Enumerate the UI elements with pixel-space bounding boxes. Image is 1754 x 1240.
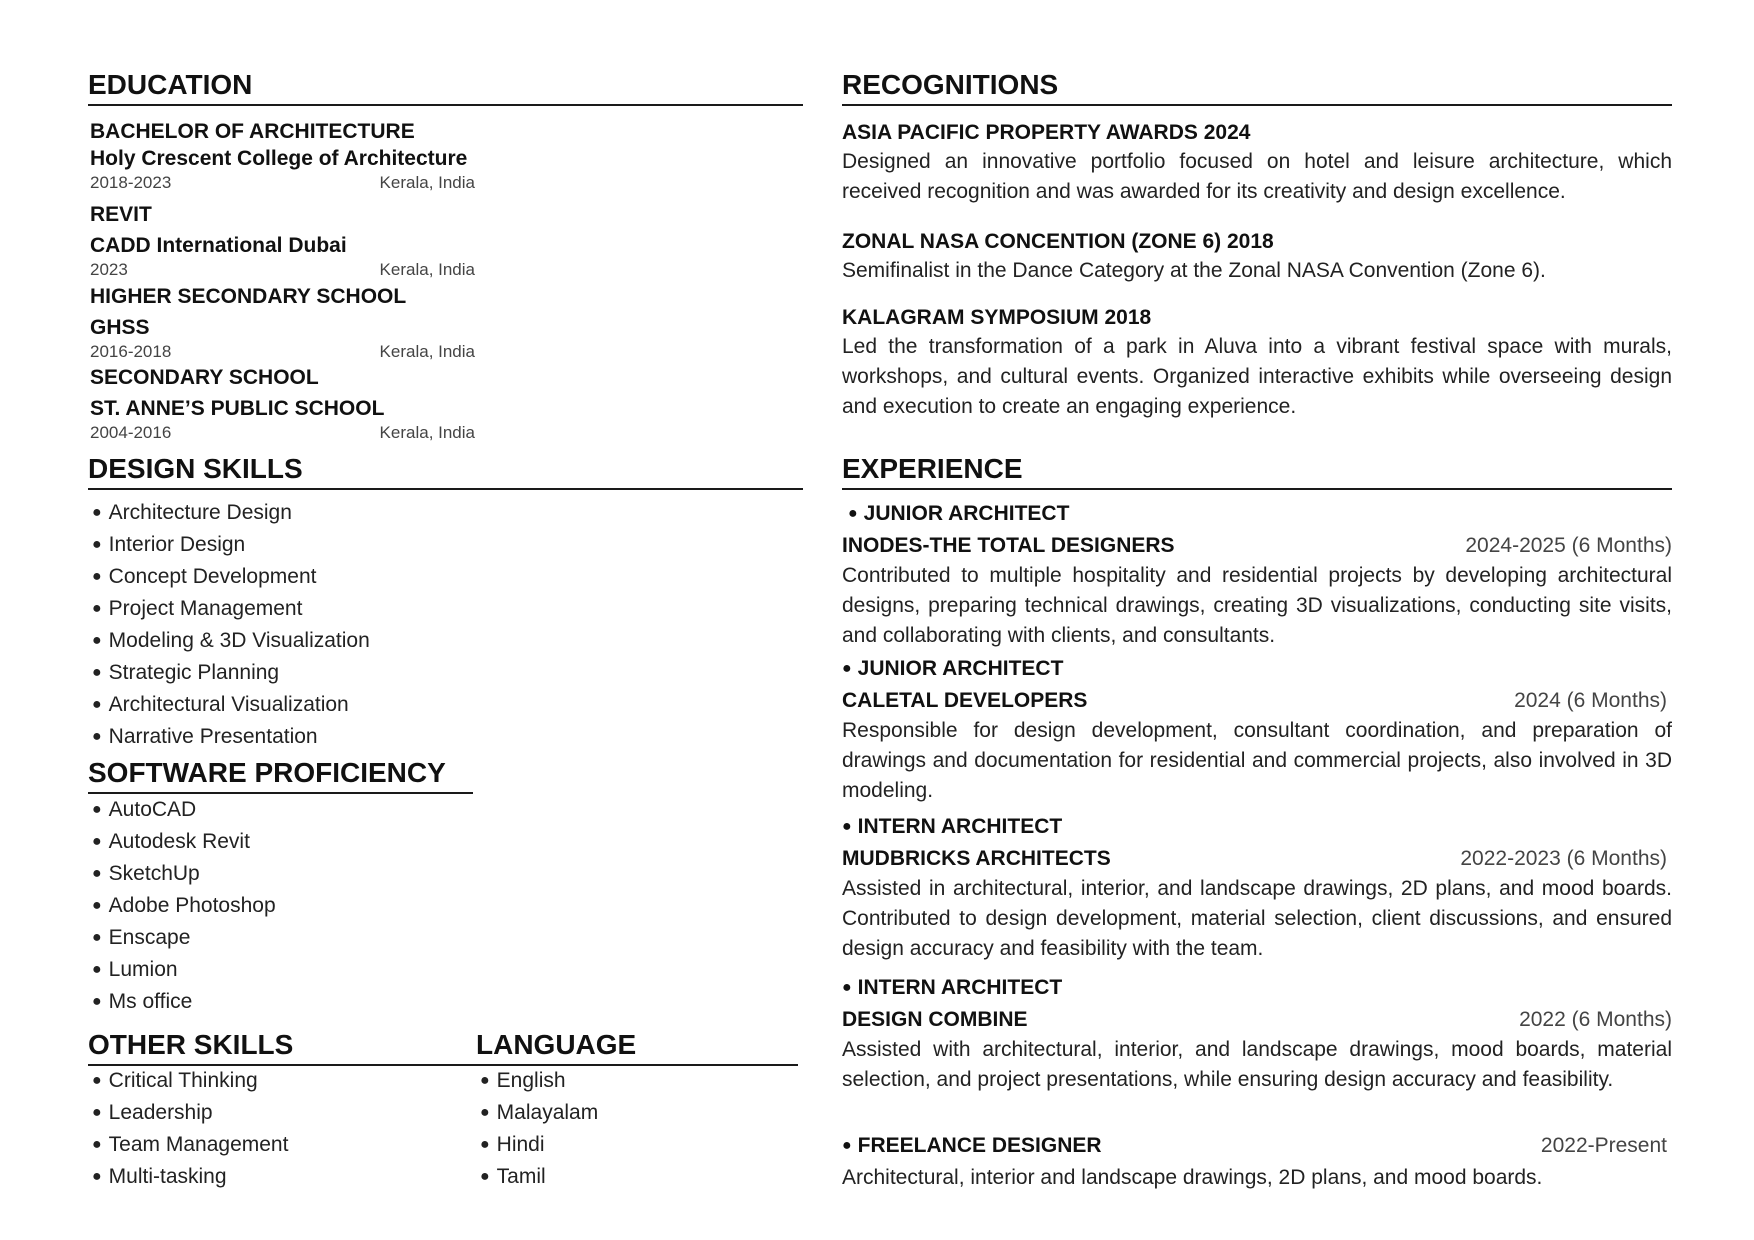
experience-item	[842, 812, 1672, 964]
list-item: ● Architecture Design	[92, 498, 370, 530]
education-location: Kerala, India	[379, 423, 475, 442]
education-degree: SECONDARY SCHOOL	[90, 366, 319, 389]
experience-company: CALETAL DEVELOPERS	[842, 689, 1088, 712]
experience-item	[842, 973, 1672, 1095]
experience-company: INODES-THE TOTAL DESIGNERS	[842, 534, 1175, 557]
experience-company: MUDBRICKS ARCHITECTS	[842, 847, 1111, 870]
education-entry	[90, 365, 475, 444]
list-item: ● Narrative Presentation	[92, 722, 370, 754]
education-years: 2004-2016	[90, 423, 172, 442]
experience-company: DESIGN COMBINE	[842, 1008, 1028, 1031]
education-meta	[90, 172, 475, 194]
education-school: Holy Crescent College of Architecture	[90, 147, 468, 170]
experience-desc: Contributed to multiple hospitality and residential projects by developing architectural designs, preparing technical drawings, creating 3D visualizations, conducting site visits, and collaborating with clients, and consultants.	[842, 564, 1672, 647]
design-skills-rule	[88, 488, 803, 490]
list-item: ● SketchUp	[92, 859, 276, 891]
recognitions-rule	[842, 104, 1672, 106]
education-entry	[90, 284, 475, 363]
education-location: Kerala, India	[379, 173, 475, 192]
software-rule	[88, 792, 473, 794]
experience-item	[842, 1131, 1672, 1193]
language-heading: LANGUAGE	[476, 1029, 637, 1060]
recognition-item	[842, 119, 1672, 207]
experience-period: 2022-2023 (6 Months)	[1460, 847, 1667, 870]
experience-role: ● INTERN ARCHITECT	[842, 973, 1672, 1005]
list-item: ● English	[480, 1066, 598, 1098]
list-item: ● Team Management	[92, 1130, 288, 1162]
education-location: Kerala, India	[379, 260, 475, 279]
language-list	[480, 1066, 598, 1194]
list-item: ● Critical Thinking	[92, 1066, 288, 1098]
recognition-item	[842, 228, 1672, 286]
education-heading: EDUCATION	[88, 69, 253, 100]
education-rule	[88, 104, 803, 106]
design-skills-list	[92, 498, 370, 754]
recognition-desc: Designed an innovative portfolio focused on hotel and leisure architecture, which received recognition and was awarded for its creativity and design excellence.	[842, 150, 1672, 203]
recognition-title: ASIA PACIFIC PROPERTY AWARDS 2024	[842, 121, 1251, 144]
experience-item	[842, 499, 1672, 651]
education-school: GHSS	[90, 316, 150, 339]
list-item: ● Malayalam	[480, 1098, 598, 1130]
list-item: ● Architectural Visualization	[92, 690, 370, 722]
experience-period: 2022-Present	[1540, 1134, 1667, 1157]
experience-header-row	[842, 844, 1672, 874]
experience-role: ● FREELANCE DESIGNER	[842, 1131, 1102, 1163]
education-degree: REVIT	[90, 203, 152, 226]
education-meta	[90, 422, 475, 444]
education-entry	[90, 202, 475, 281]
education-school: ST. ANNE’S PUBLIC SCHOOL	[90, 397, 385, 420]
education-years: 2016-2018	[90, 342, 172, 361]
list-item: ● Strategic Planning	[92, 658, 370, 690]
recognition-title: ZONAL NASA CONCENTION (ZONE 6) 2018	[842, 230, 1274, 253]
software-heading: SOFTWARE PROFICIENCY	[88, 757, 446, 788]
list-item: ● Ms office	[92, 987, 276, 1019]
experience-role: ● JUNIOR ARCHITECT	[842, 499, 1672, 531]
experience-period: 2022 (6 Months)	[1519, 1008, 1672, 1031]
design-skills-heading: DESIGN SKILLS	[88, 453, 303, 484]
education-degree: BACHELOR OF ARCHITECTURE	[90, 120, 415, 143]
education-years: 2018-2023	[90, 173, 172, 192]
list-item: ● Hindi	[480, 1130, 598, 1162]
education-location: Kerala, India	[379, 342, 475, 361]
recognition-title: KALAGRAM SYMPOSIUM 2018	[842, 306, 1152, 329]
list-item: ● Project Management	[92, 594, 370, 626]
recognition-desc: Led the transformation of a park in Aluva into a vibrant festival space with murals, workshops, and cultural events. Organized interactive exhibits while overseeing design and execution to create an engaging experience.	[842, 335, 1672, 418]
experience-desc: Assisted with architectural, interior, and landscape drawings, mood boards, material selection, and project presentations, while ensuring design accuracy and feasibility.	[842, 1038, 1672, 1091]
list-item: ● Enscape	[92, 923, 276, 955]
experience-header-row	[842, 531, 1672, 561]
experience-role: ● INTERN ARCHITECT	[842, 812, 1672, 844]
experience-role: ● JUNIOR ARCHITECT	[842, 654, 1672, 686]
recognition-item	[842, 304, 1672, 422]
experience-period: 2024-2025 (6 Months)	[1465, 534, 1672, 557]
education-meta	[90, 341, 475, 363]
education-degree: HIGHER SECONDARY SCHOOL	[90, 285, 407, 308]
experience-header-row	[842, 1005, 1672, 1035]
experience-desc: Architectural, interior and landscape drawings, 2D plans, and mood boards.	[842, 1166, 1543, 1189]
other-skills-heading: OTHER SKILLS	[88, 1029, 294, 1060]
other-skills-list	[92, 1066, 288, 1194]
list-item: ● Leadership	[92, 1098, 288, 1130]
recognition-desc: Semifinalist in the Dance Category at the Zonal NASA Convention (Zone 6).	[842, 259, 1546, 282]
list-item: ● Autodesk Revit	[92, 827, 276, 859]
list-item: ● Interior Design	[92, 530, 370, 562]
experience-rule	[842, 488, 1672, 490]
education-meta	[90, 259, 475, 281]
list-item: ● Modeling & 3D Visualization	[92, 626, 370, 658]
list-item: ● Adobe Photoshop	[92, 891, 276, 923]
education-years: 2023	[90, 260, 128, 279]
list-item: ● Multi-tasking	[92, 1162, 288, 1194]
recognitions-heading: RECOGNITIONS	[842, 69, 1059, 100]
list-item: ● Concept Development	[92, 562, 370, 594]
education-entry	[90, 119, 475, 194]
experience-item	[842, 654, 1672, 806]
list-item: ● Lumion	[92, 955, 276, 987]
experience-desc: Assisted in architectural, interior, and landscape drawings, 2D plans, and mood boards. Contributed to design development, material selection, client discussions, and ensured design accuracy and feasibility with the team.	[842, 877, 1672, 960]
experience-desc: Responsible for design development, consultant coordination, and preparation of drawings and documentation for residential and commercial projects, also involved in 3D modeling.	[842, 719, 1672, 802]
education-school: CADD International Dubai	[90, 234, 347, 257]
list-item: ● AutoCAD	[92, 795, 276, 827]
experience-period: 2024 (6 Months)	[1514, 689, 1667, 712]
software-list	[92, 795, 276, 1019]
list-item: ● Tamil	[480, 1162, 598, 1194]
experience-heading: EXPERIENCE	[842, 453, 1023, 484]
experience-header-row	[842, 686, 1672, 716]
experience-header-row	[842, 1131, 1672, 1163]
